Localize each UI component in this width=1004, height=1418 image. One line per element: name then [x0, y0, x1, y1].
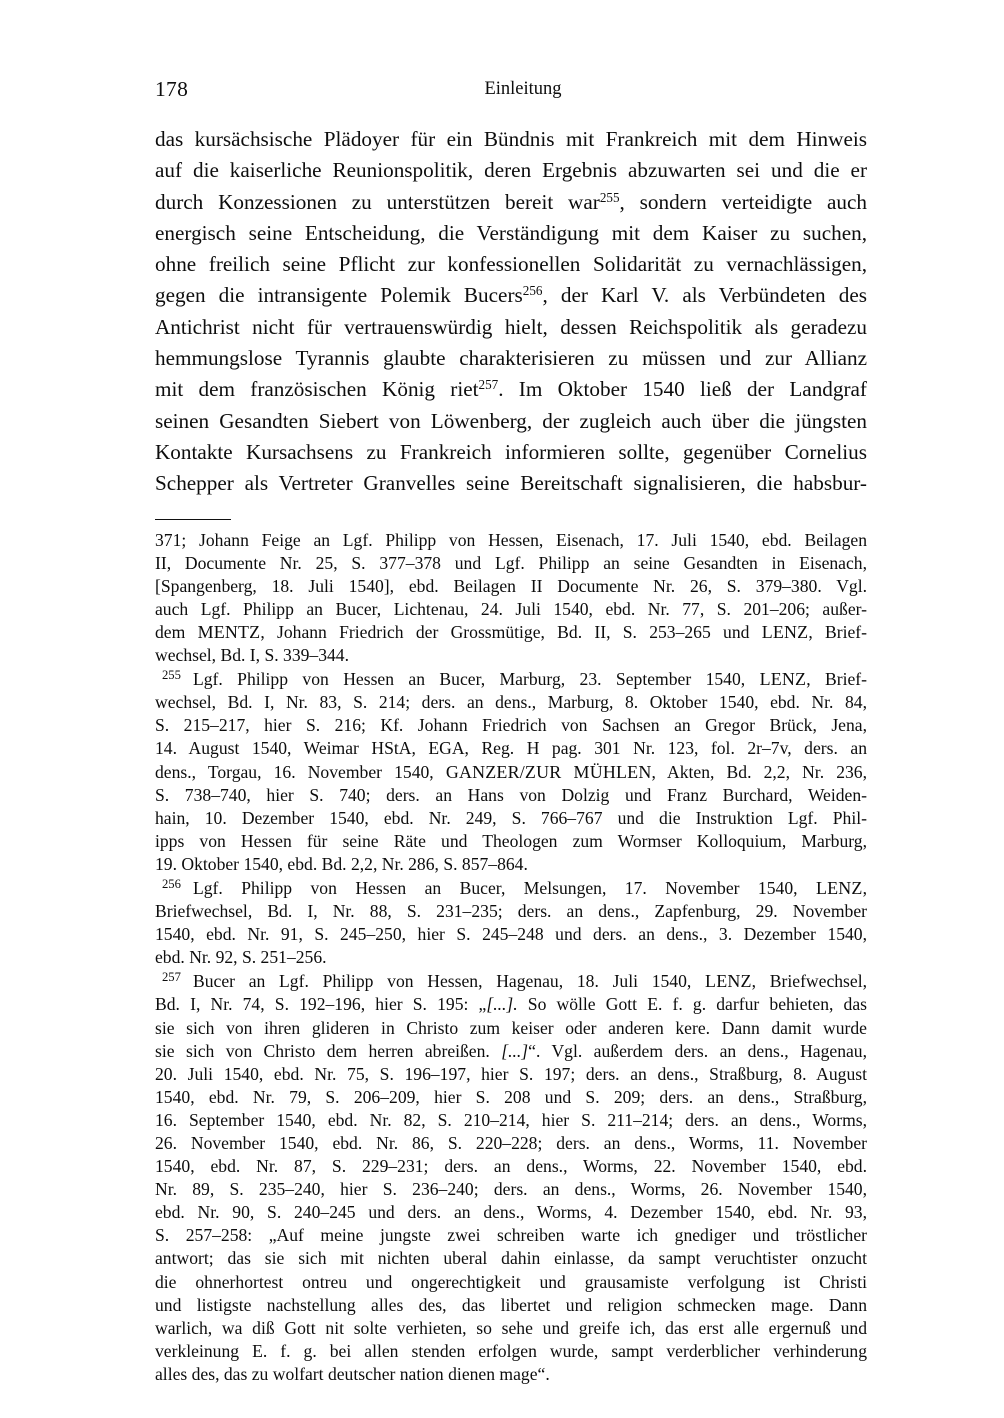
- footnote-line: auch Lgf. Philipp an Bucer, Lichtenau, 24. Juli 1540, ebd. Nr. 77, S. 201–206; außer-: [155, 598, 867, 619]
- footnote-line: 1540, ebd. Nr. 79, S. 206–209, hier S. 208 und S. 209; ders. an dens., Straßburg,: [155, 1086, 867, 1107]
- footnote-line: [155, 877, 867, 900]
- footnote-separator-rule: [155, 519, 231, 520]
- footnote-line: Briefwechsel, Bd. I, Nr. 88, S. 231–235; ders. an dens., Zapfenburg, 29. November: [155, 901, 867, 922]
- footnote-line: [155, 668, 867, 691]
- footnote-line: S. 257–258: „Auf meine jungste zwei schreiben warte ich gnediger und tröstlicher: [155, 1225, 867, 1246]
- footnote-line: ebd. Nr. 92, S. 251–256.: [155, 947, 327, 968]
- footnote-line: Bd. I, Nr. 74, S. 192–196, hier S. 195: „[...]. So wölle Gott E. f. g. darfur behieten, das: [155, 994, 867, 1015]
- body-line: [155, 187, 867, 218]
- footnote-line: 20. Juli 1540, ebd. Nr. 75, S. 196–197, hier S. 197; ders. an dens., Straßburg, 8. August: [155, 1063, 867, 1084]
- footnote-line: [Spangenberg, 18. Juli 1540], ebd. Beilagen II Documente Nr. 26, S. 379–380. Vgl.: [155, 575, 867, 596]
- body-line: das kursächsische Plädoyer für ein Bündnis mit Frankreich mit dem Hinweis: [155, 127, 867, 151]
- footnote-line: antwort; das sie sich mit nichten uberal dahin einlasse, da sampt veruchtister onzucht: [155, 1248, 867, 1269]
- footnote-line: [155, 970, 867, 993]
- footnote-line: warlich, wa diß Gott nit solte verhieten, so sehe und greife ich, das erst alle ergernuß und: [155, 1317, 867, 1338]
- body-line-text: , sondern verteidigte auch: [619, 189, 867, 214]
- body-line: ohne freilich seine Pflicht zur konfessionellen Solidarität zu vernachlässigen,: [155, 252, 867, 277]
- body-line: Antichrist nicht für vertrauenswürdig hielt, dessen Reichspolitik als geradezu: [155, 314, 867, 339]
- footnote-marker-255: 255: [161, 667, 181, 682]
- footnote-line-text: Lgf. Philipp von Hessen an Bucer, Melsungen, 17. November 1540, LENZ,: [192, 877, 867, 898]
- footnote-line: ipps von Hessen für seine Räte und Theologen zum Wormser Kolloquium, Marburg,: [155, 830, 867, 851]
- footnote-ref-256[interactable]: 256: [522, 283, 543, 299]
- body-line: auf die kaiserliche Reunionspolitik, deren Ergebnis abzuwarten sei und die er: [155, 158, 867, 183]
- footnote-marker-257: 257: [161, 970, 181, 985]
- footnote-line: verkleinung E. f. g. bei allen stenden erfolgen wurde, sampt verderblicher verhinderung: [155, 1340, 867, 1361]
- footnote-ref-255[interactable]: 255: [599, 189, 620, 205]
- body-line-text: durch Konzessionen zu unterstützen bereit war: [155, 189, 600, 214]
- footnote-area: [155, 529, 867, 1386]
- footnote-line: hain, 10. Dezember 1540, ebd. Nr. 249, S. 766–767 und die Instruktion Lgf. Phil-: [155, 807, 867, 828]
- footnote-ref-257[interactable]: 257: [478, 377, 499, 393]
- page-number: 178: [155, 77, 189, 101]
- footnote-line: sie sich von Christo dem herren abreißen. [...]“. Vgl. außerdem ders. an dens., Hagenau,: [155, 1040, 868, 1061]
- body-line: Kontakte Kursachsens zu Frankreich informieren sollte, gegenüber Cornelius: [155, 439, 867, 464]
- footnote-line: 1540, ebd. Nr. 87, S. 229–231; ders. an dens., Worms, 22. November 1540, ebd.: [155, 1156, 867, 1177]
- body-line: energisch seine Entscheidung, die Verständigung mit dem Kaiser zu suchen,: [155, 220, 867, 245]
- body-paragraph: [155, 124, 867, 500]
- footnote-line: 16. September 1540, ebd. Nr. 82, S. 210–214, hier S. 211–214; ders. an dens., Worms,: [155, 1109, 867, 1130]
- body-line: Schepper als Vertreter Granvelles seine Bereitschaft signalisieren, die habsbur-: [155, 471, 867, 496]
- body-line-text: gegen die intransigente Polemik Bucers: [155, 283, 523, 308]
- footnote-line: sie sich von ihren glideren in Christo zum keiser oder anderen kere. Dann damit wurde: [155, 1017, 867, 1038]
- footnote-line-text: Lgf. Philipp von Hessen an Bucer, Marburg, 23. September 1540, LENZ, Brief-: [192, 669, 867, 690]
- footnote-line: 1540, ebd. Nr. 91, S. 245–250, hier S. 245–248 und ders. an dens., 3. Dezember 1540,: [155, 924, 867, 945]
- footnote-line: wechsel, Bd. I, Nr. 83, S. 214; ders. an dens., Marburg, 8. Oktober 1540, ebd. Nr. 84,: [155, 692, 867, 713]
- footnote-line: dens., Torgau, 16. November 1540, GANZER/ZUR MÜHLEN, Akten, Bd. 2,2, Nr. 236,: [155, 761, 867, 782]
- footnote-line: ebd. Nr. 90, S. 240–245 und ders. an dens., Worms, 4. Dezember 1540, ebd. Nr. 93,: [155, 1202, 867, 1223]
- footnote-line: dem MENTZ, Johann Friedrich der Grossmütige, Bd. II, S. 253–265 und LENZ, Brief-: [155, 621, 867, 642]
- running-title: Einleitung: [484, 79, 562, 99]
- footnote-marker-256: 256: [161, 876, 181, 891]
- footnote-line: Nr. 89, S. 235–240, hier S. 236–240; ders. an dens., Worms, 26. November 1540,: [155, 1179, 867, 1200]
- footnote-line-text: Bucer an Lgf. Philipp von Hessen, Hagenau, 18. Juli 1540, LENZ, Briefwechsel,: [192, 971, 867, 992]
- body-line: [155, 280, 867, 311]
- footnote-257: [155, 970, 867, 1386]
- page-content: [155, 72, 867, 1387]
- body-line-text: , der Karl V. als Verbündeten des: [542, 283, 867, 308]
- footnote-line: 19. Oktober 1540, ebd. Bd. 2,2, Nr. 286, S. 857–864.: [155, 853, 528, 874]
- body-line-text: mit dem französischen König riet: [155, 377, 479, 402]
- footnote-line: S. 738–740, hier S. 740; ders. an Hans von Dolzig und Franz Burchard, Weiden-: [155, 784, 867, 805]
- footnote-line: 14. August 1540, Weimar HStA, EGA, Reg. H pag. 301 Nr. 123, fol. 2r–7v, ders. an: [155, 738, 867, 759]
- body-line: [155, 374, 867, 405]
- footnote-line: S. 215–217, hier S. 216; Kf. Johann Friedrich von Sachsen an Gregor Brück, Jena,: [155, 715, 867, 736]
- footnote-line: 26. November 1540, ebd. Nr. 86, S. 220–228; ders. an dens., Worms, 11. November: [155, 1133, 867, 1153]
- footnote-255: [155, 668, 867, 876]
- body-line: seinen Gesandten Siebert von Löwenberg, der zugleich auch über die jüngsten: [155, 408, 867, 433]
- footnote-line: 371; Johann Feige an Lgf. Philipp von Hessen, Eisenach, 17. Juli 1540, ebd. Beilagen: [155, 529, 867, 550]
- footnote-line: und listigste nachstellung alles des, das libertet und religion schmecken mage. Dann: [155, 1294, 867, 1315]
- running-head: [155, 72, 867, 106]
- footnote-line: alles des, das zu wolfart deutscher nation dienen mage“.: [155, 1363, 550, 1384]
- footnote-256: [155, 877, 867, 969]
- footnote-line: II, Documente Nr. 25, S. 377–378 und Lgf. Philipp an seine Gesandten in Eisenach,: [155, 552, 867, 573]
- body-line-text: . Im Oktober 1540 ließ der Landgraf: [498, 377, 867, 402]
- footnote-line: die ohnerhortest ontreu und ongerechtigkeit und grausamiste verfolgung ist Christi: [155, 1271, 867, 1292]
- footnote-line: wechsel, Bd. I, S. 339–344.: [155, 645, 350, 666]
- footnote-continued: [155, 529, 867, 668]
- body-line: hemmungslose Tyrannis glaubte charakterisieren zu müssen und zur Allianz: [155, 346, 867, 371]
